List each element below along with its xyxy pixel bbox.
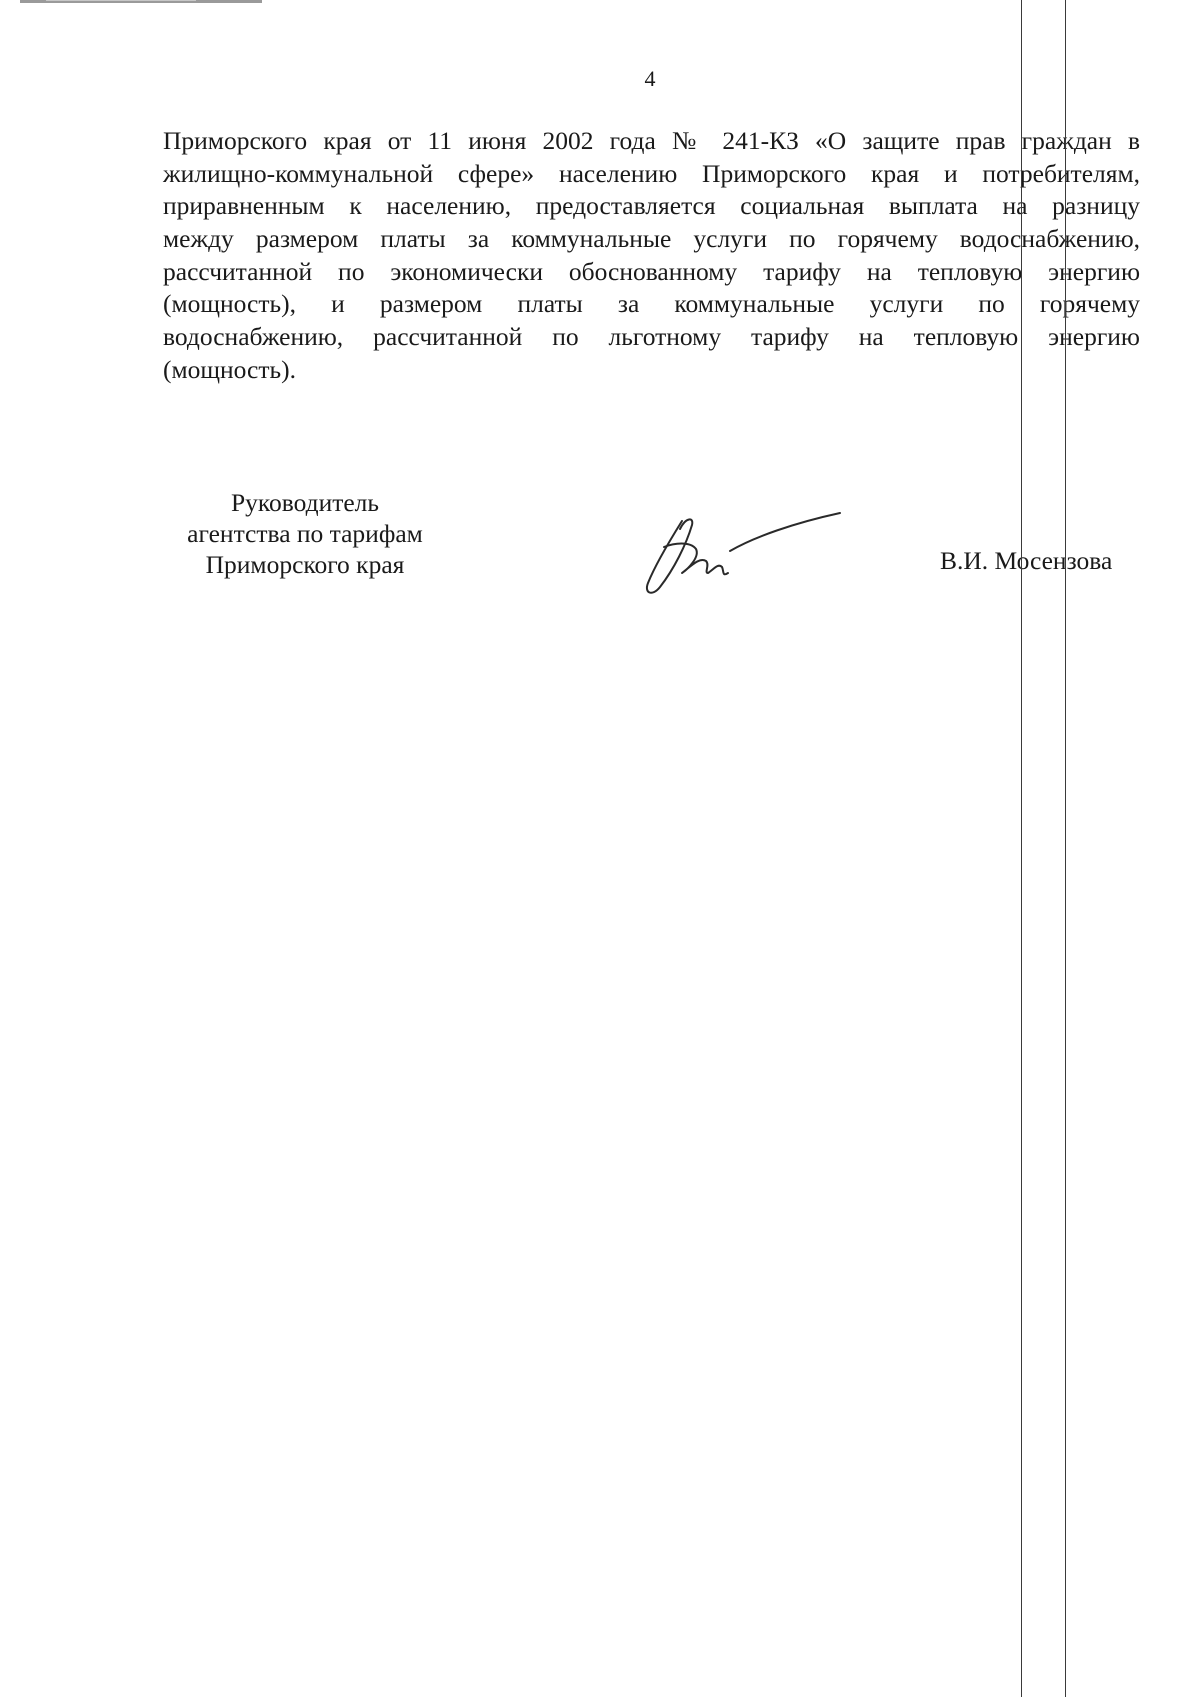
body-line: между размером платы за коммунальные услуги по горячему водоснабжению, (163, 224, 1140, 254)
body-paragraph (163, 125, 1140, 387)
body-line: (мощность), и размером платы за коммунальные услуги по горячему (163, 289, 1140, 319)
signatory-title-line: Приморского края (205, 550, 405, 579)
scan-line-artifact (1065, 0, 1066, 1697)
page-number: 4 (644, 66, 656, 91)
signatory-title-line: Руководитель (230, 488, 380, 517)
scan-artifact (20, 0, 262, 3)
scan-line-artifact (1021, 0, 1022, 1697)
signatory-title-line: агентства по тарифам (187, 519, 423, 548)
handwritten-signature (634, 507, 844, 599)
body-line: приравненным к населению, предоставляется социальная выплата на разницу (163, 191, 1140, 221)
body-line: Приморского края от 11 июня 2002 года № 241-КЗ «О защите прав граждан в (163, 126, 1140, 155)
signature-block (0, 487, 1200, 597)
body-line: рассчитанной по экономически обоснованному тарифу на тепловую энергию (163, 256, 1140, 286)
signatory-title (150, 487, 460, 580)
signatory-name: В.И. Мосензова (940, 546, 1113, 575)
body-line: жилищно-коммунальной сфере» населению Приморского края и потребителям, (163, 158, 1140, 188)
body-line: водоснабжению, рассчитанной по льготному тарифу на тепловую энергию (163, 322, 1140, 352)
body-line: (мощность). (163, 354, 297, 384)
